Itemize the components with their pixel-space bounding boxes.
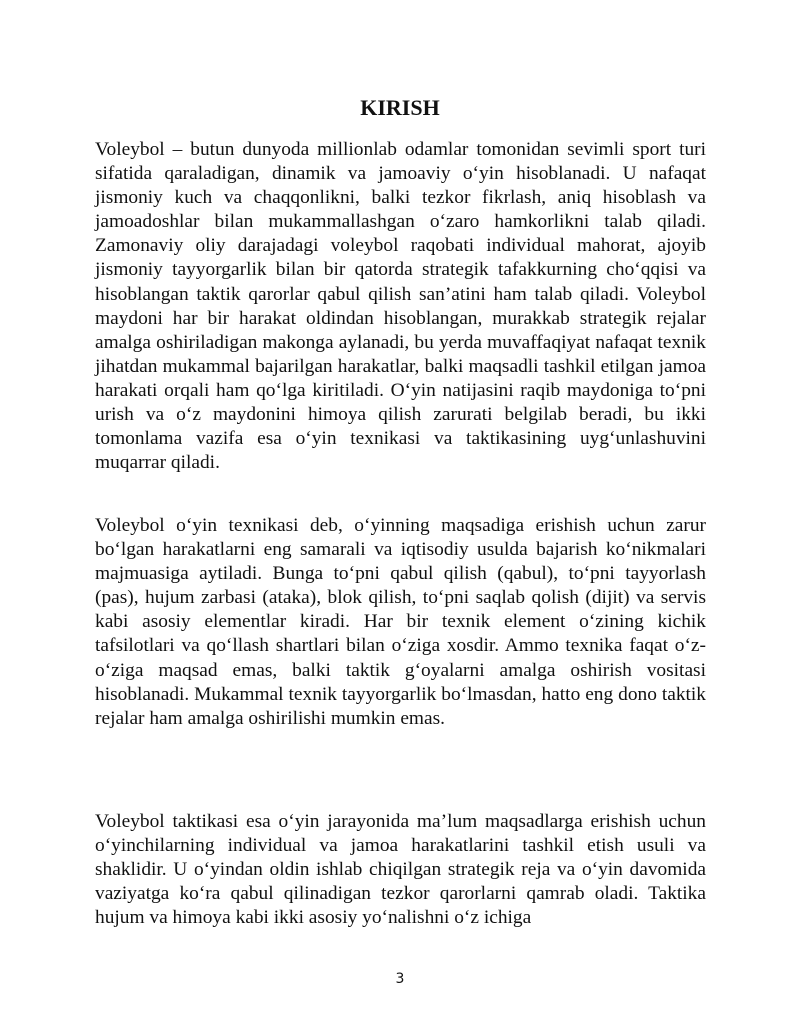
paragraph-intro: Voleybol – butun dunyoda millionlab odamlar tomonidan sevimli sport turi sifatida qaraladigan, dinamik va jamoaviy o‘yin hisoblanadi. U nafaqat jismoniy kuch va chaqqonlikni, balki tezkor fikrlash, aniq hisoblash va jamoadoshlar bilan mukammallashgan o‘zaro hamkorlikni talab qiladi. Zamonaviy oliy darajadagi voleybol raqobati individual mahorat, ajoyib jismoniy tayyorgarlik bilan bir qatorda strategik tafakkurning cho‘qqisi va hisoblangan taktik qarorlar qabul qilish san’atini ham talab qiladi. Voleybol maydoni har bir harakat oldindan hisoblangan, murakkab strategik rejalar amalga oshiriladigan makonga aylanadi, bu yerda muvaffaqiyat nafaqat texnik jihatdan mukammal bajarilgan harakatlar, balki maqsadli tashkil etilgan jamoa harakati orqali ham qo‘lga kiritiladi. O‘yin natijasini raqib maydoniga to‘pni urish va o‘z maydonini himoya qilish zarurati belgilab beradi, bu ikki tomonlama vazifa esa o‘yin texnikasi va taktikasining uyg‘unlashuvini muqarrar qiladi. xyxy=(95,139,706,474)
paragraph-tactics: Voleybol taktikasi esa o‘yin jarayonida ma’lum maqsadlarga erishish uchun o‘yinchilarning individual va jamoa harakatlarini tashkil etish usuli va shaklidir. U o‘yindan oldin ishlab chiqilgan strategik reja va o‘yin davomida vaziyatga ko‘ra qabul qilinadigan tezkor qarorlarni qamrab oladi. Taktika hujum va himoya kabi ikki asosiy yo‘nalishni o‘z ichiga xyxy=(95,811,706,929)
section-title: KIRISH xyxy=(360,95,440,120)
paragraph-technique: Voleybol o‘yin texnikasi deb, o‘yinning maqsadiga erishish uchun zarur bo‘lgan harakatlarni eng samarali va iqtisodiy usulda bajarish ko‘nikmalari majmuasiga aytiladi. Bunga to‘pni qabul qilish (qabul), to‘pni tayyorlash (pas), hujum zarbasi (ataka), blok qilish, to‘pni saqlab qolish (dijit) va servis kabi asosiy elementlar kiradi. Har bir texnik element o‘zining kichik tafsilotlari va qo‘llash shartlari bilan o‘ziga xosdir. Ammo texnika faqat o‘z-o‘ziga maqsad emas, balki taktik g‘oyalarni amalga oshirish vositasi hisoblanadi. Mukammal texnik tayyorgarlik bo‘lmasdan, hatto eng dono taktik rejalar ham amalga oshirilishi mumkin emas. xyxy=(95,515,706,729)
page-number: 3 xyxy=(395,971,405,987)
